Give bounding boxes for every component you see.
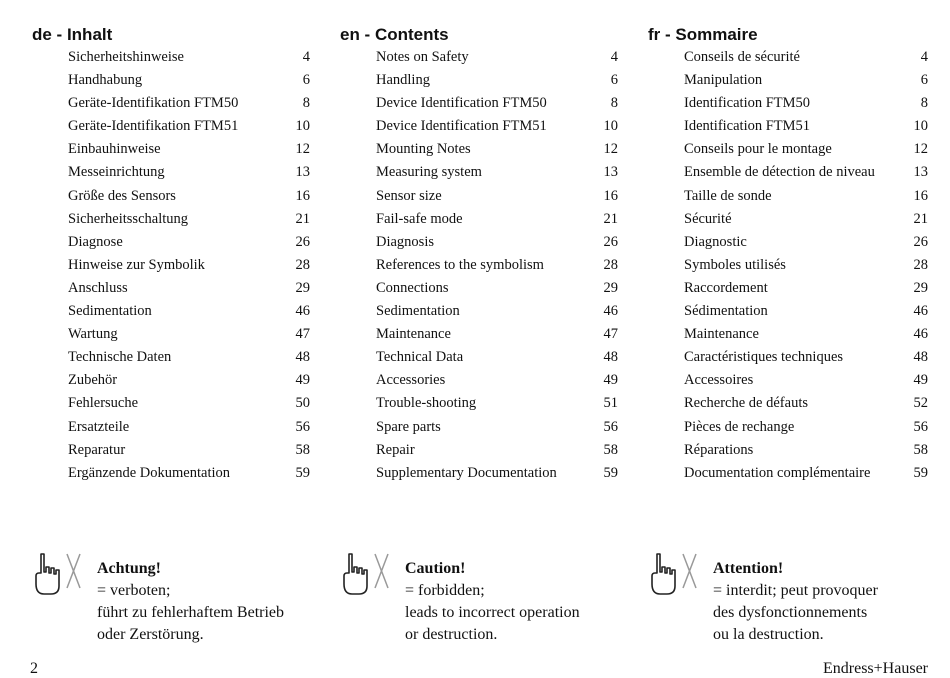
toc-entry-page: 29 [603,279,618,296]
toc-entry[interactable] [340,300,618,323]
toc-entry-page: 16 [603,187,618,204]
toc-entry-label: Conseils de sécurité [684,49,800,65]
toc-entry-label: Fehlersuche [68,395,139,412]
toc-entry[interactable] [648,231,928,254]
toc-column-fr [648,24,928,485]
toc-entry[interactable] [340,323,618,346]
toc-entry-page: 56 [603,418,618,435]
toc-entry[interactable] [648,300,928,323]
toc-entry-label: Measuring system [376,164,482,181]
toc-entry[interactable] [340,462,618,485]
toc-entry-page: 46 [603,303,618,320]
toc-entry-page: 16 [913,187,928,204]
warning-line: des dysfonctionnements [713,604,868,621]
toc-entry[interactable] [32,46,310,69]
toc-entry-page: 59 [295,464,310,481]
toc-entry-label: Sécurité [684,210,732,227]
toc-entry-label: Repair [376,441,415,458]
toc-title-en: en - Contents [340,25,449,44]
warning-title-de: Achtung! [97,560,162,577]
toc-entry-label: Connections [376,279,449,296]
toc-entry[interactable] [340,46,618,69]
toc-entry-label: Ergänzende Dokumentation [68,464,230,481]
toc-entry-label: Sicherheitshinweise [68,49,184,65]
toc-entry[interactable] [32,69,310,92]
toc-entry-page: 48 [913,349,928,366]
toc-entry[interactable] [32,300,310,323]
toc-entry[interactable] [32,208,310,231]
toc-entry-label: Accessories [376,372,446,389]
toc-entry-label: Fail-safe mode [376,210,463,227]
toc-entry-label: Device Identification FTM51 [376,118,547,135]
toc-entry-label: Taille de sonde [684,187,772,204]
toc-entry-page: 26 [295,233,310,250]
warning-line: = interdit; peut provoquer [713,582,878,599]
toc-entry[interactable] [340,185,618,208]
toc-entry-page: 8 [302,95,310,112]
toc-entry-label: Messeinrichtung [68,164,165,181]
toc-entry-page: 8 [610,95,618,112]
toc-entry-page: 28 [603,256,618,273]
toc-entry-label: Maintenance [684,326,759,343]
toc-entry-label: Einbauhinweise [68,141,161,158]
toc-entry-page: 52 [913,395,928,412]
toc-entry-page: 12 [603,141,618,158]
toc-entry[interactable] [340,277,618,300]
toc-entry[interactable] [648,46,928,69]
toc-entry[interactable] [32,231,310,254]
toc-entry[interactable] [340,138,618,161]
toc-entry-label: Sedimentation [68,303,152,320]
toc-entry[interactable] [32,323,310,346]
toc-entry-label: Handling [376,72,430,89]
toc-entry-page: 26 [603,233,618,250]
toc-entry[interactable] [340,254,618,277]
toc-entry-label: Diagnostic [684,233,747,250]
toc-entry-label: Handhabung [68,72,143,89]
toc-entry-page: 26 [913,233,928,250]
toc-entry-label: Documentation complémentaire [684,464,871,481]
warning-text-de [97,558,327,646]
toc-entry-label: Sensor size [376,187,442,204]
toc-entry-label: Symboles utilisés [684,256,786,273]
toc-entry-label: Accessoires [684,372,754,389]
toc-entry-page: 10 [295,118,310,135]
toc-entry-page: 49 [295,372,310,389]
warning-title-fr: Attention! [713,560,784,577]
toc-entry[interactable] [648,185,928,208]
toc-entry-page: 58 [603,441,618,458]
toc-entry[interactable] [648,277,928,300]
toc-entry-page: 49 [603,372,618,389]
toc-entry-label: Hinweise zur Symbolik [68,256,205,273]
toc-entry-page: 28 [295,256,310,273]
toc-entry-label: Diagnose [68,233,123,250]
toc-entry-label: Technical Data [376,349,464,366]
toc-entry[interactable] [32,138,310,161]
toc-entry[interactable] [32,161,310,184]
toc-entry-page: 58 [913,441,928,458]
toc-entry[interactable] [32,277,310,300]
toc-entry-label: Trouble-shooting [376,395,477,412]
toc-entry-page: 46 [295,303,310,320]
toc-entry-label: Recherche de défauts [684,395,808,412]
toc-entry-page: 6 [920,72,928,89]
toc-entry-page: 10 [603,118,618,135]
pointing-hand-cross-icon [340,550,392,600]
toc-entry-page: 46 [913,303,928,320]
toc-entry-label: Zubehör [68,372,118,389]
toc-entry[interactable] [32,254,310,277]
toc-entry-label: Wartung [68,326,118,343]
toc-column-de [32,24,317,485]
toc-entry-label: Device Identification FTM50 [376,95,547,112]
toc-entry-page: 12 [295,141,310,158]
toc-entry[interactable] [648,439,928,462]
toc-entry-label: Mounting Notes [376,141,471,158]
toc-entry-page: 6 [302,72,310,89]
toc-entry-label: Caractéristiques techniques [684,349,844,366]
warning-line: = forbidden; [405,582,485,599]
toc-entry-page: 59 [603,464,618,481]
toc-entry-page: 10 [913,118,928,135]
toc-entry[interactable] [648,369,928,392]
toc-entry[interactable] [648,138,928,161]
toc-entry-page: 28 [913,256,928,273]
toc-entry[interactable] [648,462,928,485]
toc-entry-page: 46 [913,326,928,343]
toc-entry[interactable] [340,161,618,184]
toc-entry-page: 58 [295,441,310,458]
toc-entry-label: References to the symbolism [376,256,544,273]
toc-entry[interactable] [32,416,310,439]
toc-entry[interactable] [648,161,928,184]
toc-entry[interactable] [340,439,618,462]
toc-entry[interactable] [648,392,928,415]
toc-entry[interactable] [648,208,928,231]
toc-entry[interactable] [340,346,618,369]
toc-entry-page: 49 [913,372,928,389]
toc-entry-label: Ensemble de détection de niveau [684,164,875,181]
toc-entry-page: 21 [913,210,928,227]
toc-entry[interactable] [340,369,618,392]
toc-entry-label: Conseils pour le montage [684,141,832,158]
toc-entry-page: 4 [920,49,928,65]
toc-entry-label: Diagnosis [376,233,434,250]
toc-entry-page: 48 [295,349,310,366]
toc-entry-label: Sicherheitsschaltung [68,210,189,227]
toc-entry-page: 13 [603,164,618,181]
warning-title-en: Caution! [405,560,466,577]
toc-entry[interactable] [340,416,618,439]
toc-entry-label: Geräte-Identifikation FTM51 [68,118,239,135]
toc-entry-label: Sédimentation [684,303,768,320]
toc-entry-label: Maintenance [376,326,451,343]
toc-entry-page: 16 [295,187,310,204]
toc-entry-label: Réparations [684,441,754,458]
toc-entry[interactable] [648,346,928,369]
warning-line: = verboten; [97,582,171,599]
toc-entry-page: 4 [610,49,618,65]
toc-entry-label: Größe des Sensors [68,187,176,204]
toc-entry-label: Notes on Safety [376,49,469,65]
toc-entry-page: 6 [610,72,618,89]
warning-line: or destruction. [405,626,498,643]
toc-entry[interactable] [340,115,618,138]
toc-entry-page: 21 [295,210,310,227]
toc-entry-page: 48 [603,349,618,366]
toc-entry-page: 47 [603,326,618,343]
toc-entry[interactable] [648,69,928,92]
warning-line: ou la destruction. [713,626,824,643]
toc-entry-label: Pièces de rechange [684,418,795,435]
warning-text-fr [713,558,943,646]
toc-entry-page: 8 [920,95,928,112]
toc-entry-page: 51 [603,395,618,412]
toc-title-de: de - Inhalt [32,25,113,44]
toc-entry[interactable] [32,369,310,392]
toc-entry-label: Identification FTM50 [684,95,811,112]
toc-entry-label: Spare parts [376,418,441,435]
toc-entry-label: Raccordement [684,279,768,296]
toc-entry[interactable] [32,439,310,462]
toc-entry-label: Technische Daten [68,349,172,366]
warning-line: leads to incorrect operation [405,604,580,621]
toc-entry-page: 56 [295,418,310,435]
toc-entry[interactable] [340,92,618,115]
toc-entry-page: 50 [295,395,310,412]
toc-entry[interactable] [648,115,928,138]
toc-entry-label: Sedimentation [376,303,460,320]
page-number: 2 [30,660,38,677]
toc-column-en [340,24,625,485]
toc-entry-label: Geräte-Identifikation FTM50 [68,95,239,112]
toc-entry-page: 29 [913,279,928,296]
toc-entry[interactable] [32,185,310,208]
toc-entry-page: 59 [913,464,928,481]
pointing-hand-cross-icon [648,550,700,600]
toc-entry[interactable] [340,208,618,231]
toc-entry-page: 47 [295,326,310,343]
toc-entry-label: Supplementary Documentation [376,464,557,481]
toc-entry[interactable] [648,323,928,346]
toc-entry-label: Anschluss [68,279,128,296]
toc-entry[interactable] [648,92,928,115]
toc-entry[interactable] [340,231,618,254]
warning-line: führt zu fehlerhaftem Betrieb [97,604,285,621]
toc-entry[interactable] [32,92,310,115]
toc-entry-page: 29 [295,279,310,296]
toc-entry[interactable] [32,346,310,369]
toc-entry-page: 56 [913,418,928,435]
brand-name: Endress+Hauser [823,660,928,677]
toc-entry-page: 4 [302,49,310,65]
toc-list-fr [648,46,928,485]
toc-entry[interactable] [648,416,928,439]
toc-entry-page: 12 [913,141,928,158]
toc-entry-page: 13 [295,164,310,181]
pointing-hand-cross-icon [32,550,84,600]
toc-entry-page: 13 [913,164,928,181]
toc-entry-label: Ersatzteile [68,418,130,435]
toc-entry[interactable] [32,115,310,138]
toc-entry-label: Reparatur [68,441,126,458]
toc-list-en [340,46,625,485]
toc-list-de [32,46,317,485]
toc-entry[interactable] [32,462,310,485]
toc-entry-page: 21 [603,210,618,227]
toc-entry-label: Identification FTM51 [684,118,811,135]
toc-entry-label: Manipulation [684,72,763,89]
toc-entry[interactable] [340,392,618,415]
toc-title-fr: fr - Sommaire [648,25,758,44]
toc-entry[interactable] [32,392,310,415]
toc-entry[interactable] [340,69,618,92]
warning-text-en [405,558,635,646]
warning-line: oder Zerstörung. [97,626,204,643]
toc-entry[interactable] [648,254,928,277]
